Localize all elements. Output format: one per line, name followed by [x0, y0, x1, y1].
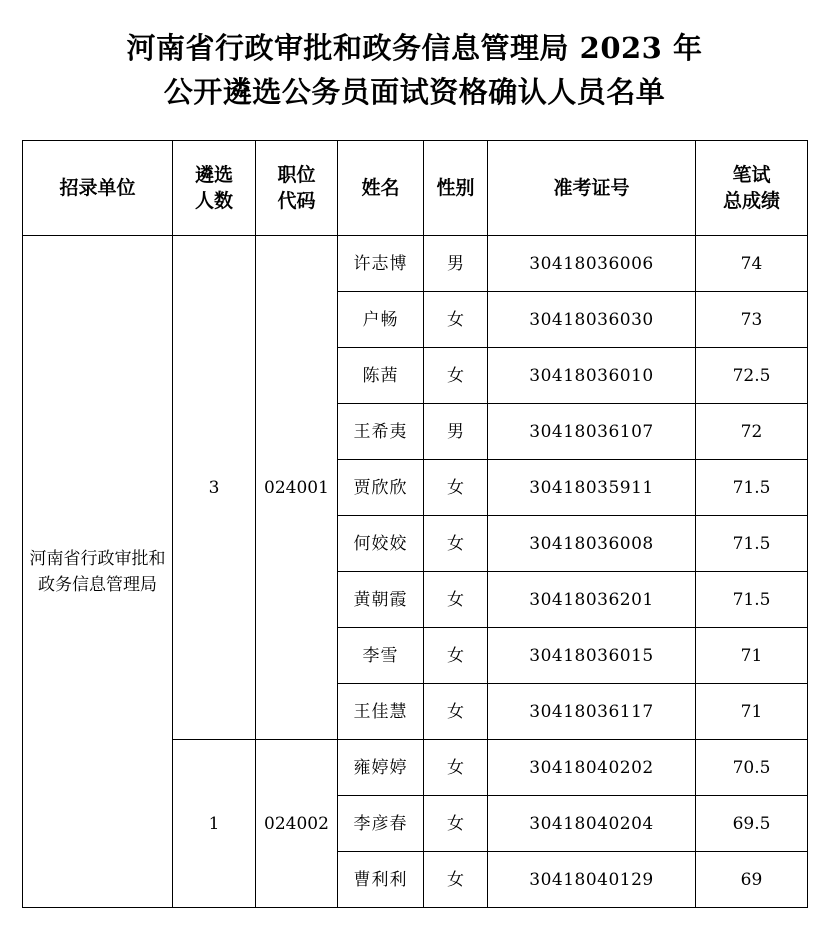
- table-body: [23, 236, 808, 908]
- cell-name: 雍婷婷: [338, 740, 424, 796]
- cell-ticket-number: 30418036008: [488, 516, 696, 572]
- table-row: [23, 236, 808, 292]
- cell-position-code: 024001: [256, 236, 338, 740]
- cell-name: 贾欣欣: [338, 460, 424, 516]
- cell-score: 72.5: [696, 348, 808, 404]
- cell-gender: 女: [424, 460, 488, 516]
- cell-name: 户畅: [338, 292, 424, 348]
- cell-ticket-number: 30418036006: [488, 236, 696, 292]
- cell-gender: 女: [424, 684, 488, 740]
- page-title-line-2: 公开遴选公务员面试资格确认人员名单: [163, 75, 666, 109]
- cell-gender: 女: [424, 348, 488, 404]
- cell-gender: 女: [424, 516, 488, 572]
- cell-score: 71.5: [696, 460, 808, 516]
- cell-ticket-number: 30418035911: [488, 460, 696, 516]
- column-header-written-score: 笔试 总成绩: [696, 141, 808, 236]
- table-header: [23, 141, 808, 236]
- cell-gender: 女: [424, 796, 488, 852]
- cell-ticket-number: 30418036030: [488, 292, 696, 348]
- column-header-gender: 性别: [424, 141, 488, 236]
- column-header-position-code: 职位 代码: [256, 141, 338, 236]
- cell-score: 70.5: [696, 740, 808, 796]
- column-header-unit: 招录单位: [23, 141, 173, 236]
- column-header-name: 姓名: [338, 141, 424, 236]
- cell-score: 69.5: [696, 796, 808, 852]
- cell-name: 陈茜: [338, 348, 424, 404]
- cell-name: 王希夷: [338, 404, 424, 460]
- cell-score: 71: [696, 684, 808, 740]
- cell-name: 许志博: [338, 236, 424, 292]
- cell-name: 黄朝霞: [338, 572, 424, 628]
- cell-score: 71.5: [696, 516, 808, 572]
- roster-table-container: [0, 114, 829, 908]
- cell-gender: 女: [424, 852, 488, 908]
- cell-gender: 男: [424, 236, 488, 292]
- cell-gender: 女: [424, 740, 488, 796]
- cell-gender: 男: [424, 404, 488, 460]
- cell-gender: 女: [424, 292, 488, 348]
- column-header-quota: 遴选 人数: [173, 141, 256, 236]
- cell-ticket-number: 30418036201: [488, 572, 696, 628]
- cell-ticket-number: 30418036010: [488, 348, 696, 404]
- cell-quota: 3: [173, 236, 256, 740]
- cell-recruiting-unit: 河南省行政审批和政务信息管理局: [23, 236, 173, 908]
- column-header-ticket-number: 准考证号: [488, 141, 696, 236]
- cell-ticket-number: 30418040129: [488, 852, 696, 908]
- cell-ticket-number: 30418036117: [488, 684, 696, 740]
- table-header-row: [23, 141, 808, 236]
- page-title: [0, 0, 829, 114]
- cell-name: 曹利利: [338, 852, 424, 908]
- cell-score: 71: [696, 628, 808, 684]
- cell-position-code: 024002: [256, 740, 338, 908]
- cell-name: 李雪: [338, 628, 424, 684]
- cell-name: 何姣姣: [338, 516, 424, 572]
- cell-name: 李彦春: [338, 796, 424, 852]
- cell-score: 69: [696, 852, 808, 908]
- cell-score: 71.5: [696, 572, 808, 628]
- roster-table: [22, 140, 808, 908]
- cell-ticket-number: 30418036107: [488, 404, 696, 460]
- page-title-line-1: 河南省行政审批和政务信息管理局 2023 年: [126, 31, 703, 65]
- cell-score: 74: [696, 236, 808, 292]
- cell-score: 73: [696, 292, 808, 348]
- cell-score: 72: [696, 404, 808, 460]
- cell-quota: 1: [173, 740, 256, 908]
- cell-gender: 女: [424, 572, 488, 628]
- cell-ticket-number: 30418040204: [488, 796, 696, 852]
- cell-ticket-number: 30418040202: [488, 740, 696, 796]
- cell-name: 王佳慧: [338, 684, 424, 740]
- cell-gender: 女: [424, 628, 488, 684]
- cell-ticket-number: 30418036015: [488, 628, 696, 684]
